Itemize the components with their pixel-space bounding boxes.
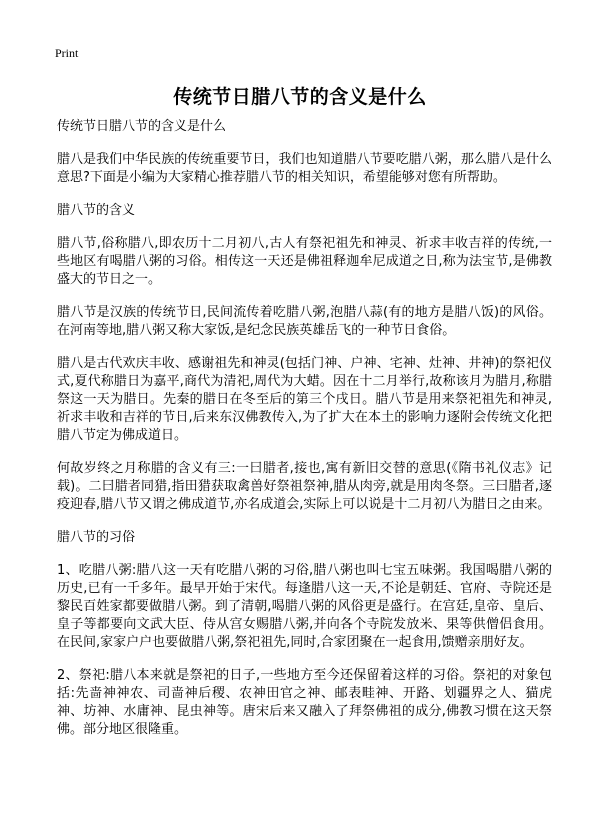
page-title: 传统节日腊八节的含义是什么 [173, 86, 427, 108]
print-link[interactable]: Print [55, 46, 79, 60]
paragraph-history: 腊八是古代欢庆丰收、感谢祖先和神灵(包括门神、户神、宅神、灶神、井神)的祭祀仪式,夏代称腊日为嘉平,商代为清祀,周代为大蜡。因在十二月举行,故称该月为腊月,称腊祭这一天为腊日。先秦的腊日在冬至后的第三个戌日。腊八节是用来祭祀祖先和神灵,祈求丰收和吉祥的节日,后来东汉佛教传入,为了扩大在本土的影响力逐附会传统文化把腊八节定为佛成道日。 [57, 356, 552, 443]
paragraph-definition: 腊八节,俗称腊八,即农历十二月初八,古人有祭祀祖先和神灵、祈求丰收吉祥的传统,一些地区有喝腊八粥的习俗。相传这一天还是佛祖释迦牟尼成道之日,称为法宝节,是佛教盛大的节日之一。 [57, 236, 552, 287]
article-body [57, 118, 552, 754]
paragraph-custom-worship: 2、祭祀:腊八本来就是祭祀的日子,一些地方至今还保留着这样的习俗。祭祀的对象包括:先啬神神农、司啬神后稷、农神田官之神、邮表畦神、开路、划疆界之人、猫虎神、坊神、水庸神、昆虫神等。唐宋后来又融入了拜祭佛祖的成分,佛教习惯在这天祭佛。部分地区很隆重。 [57, 668, 552, 737]
section-heading-meaning: 腊八节的含义 [57, 203, 136, 218]
article-subtitle: 传统节日腊八节的含义是什么 [57, 119, 227, 134]
paragraph-custom-porridge: 1、吃腊八粥:腊八这一天有吃腊八粥的习俗,腊八粥也叫七宝五味粥。我国喝腊八粥的历史,已有一千多年。最早开始于宋代。每逢腊八这一天,不论是朝廷、官府、寺院还是黎民百姓家都要做腊八粥。到了清朝,喝腊八粥的风俗更是盛行。在宫廷,皇帝、皇后、皇子等都要向文武大臣、侍从宫女赐腊八粥,并向各个寺院发放米、果等供僧侣食用。在民间,家家户户也要做腊八粥,祭祀祖先,同时,合家团聚在一起食用,馈赠亲朋好友。 [57, 563, 552, 650]
paragraph-name-origin: 何故岁终之月称腊的含义有三:一曰腊者,接也,寓有新旧交替的意思(《隋书礼仪志》记载)。二曰腊者同猎,指田猎获取禽兽好祭祖祭神,腊从肉旁,就是用肉冬祭。三曰腊者,逐疫迎春,腊八节又谓之佛成道节,亦名成道会,实际上可以说是十二月初八为腊日之由来。 [57, 461, 552, 512]
section-heading-customs: 腊八节的习俗 [57, 530, 136, 545]
intro-paragraph: 腊八是我们中华民族的传统重要节日，我们也知道腊八节要吃腊八粥，那么腊八是什么意思?下面是小编为大家精心推荐腊八节的相关知识，希望能够对您有所帮助。 [57, 152, 552, 185]
paragraph-custom: 腊八节是汉族的传统节日,民间流传着吃腊八粥,泡腊八蒜(有的地方是腊八饭)的风俗。在河南等地,腊八粥又称大家饭,是纪念民族英雄岳飞的一种节日食俗。 [57, 305, 552, 338]
